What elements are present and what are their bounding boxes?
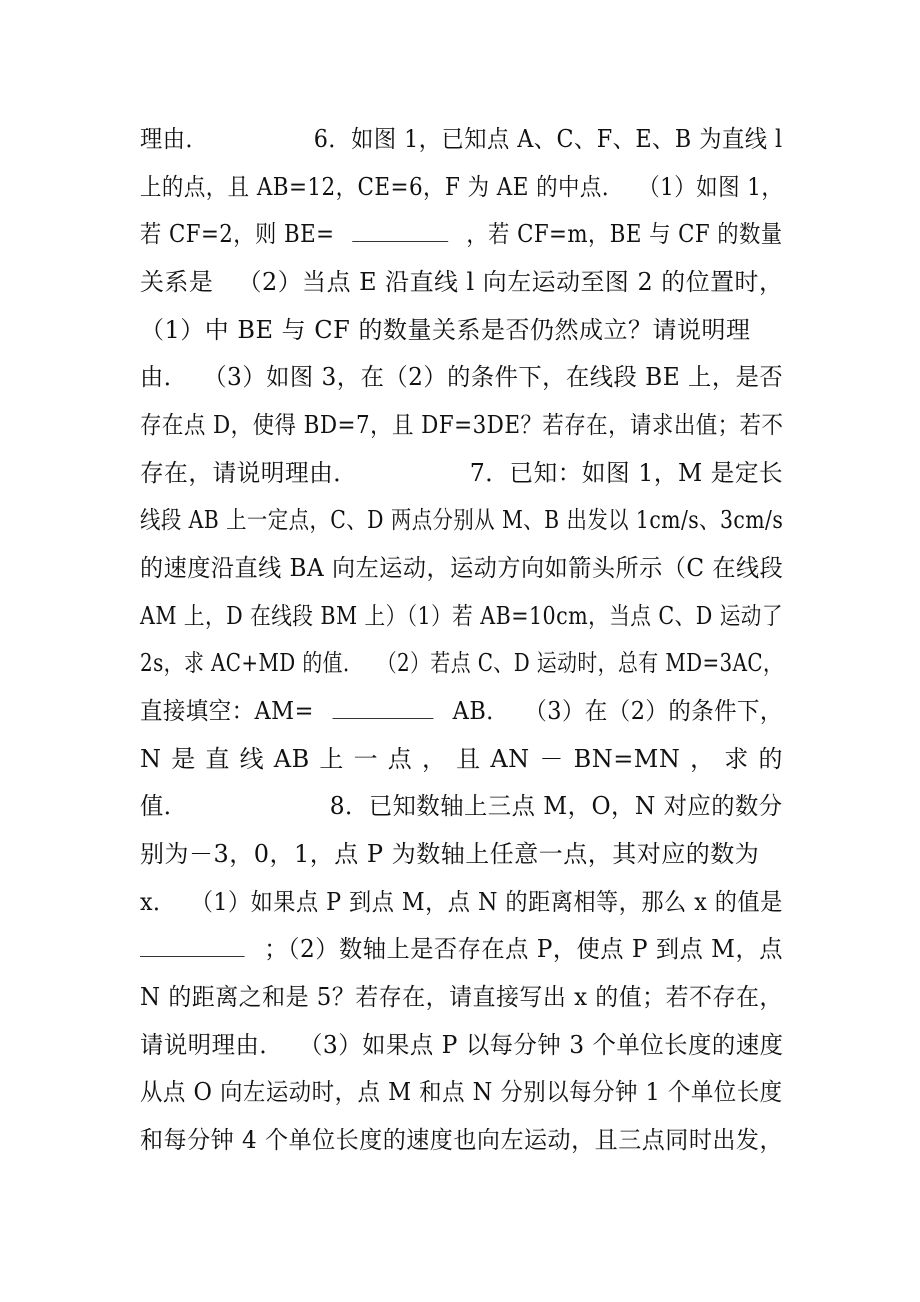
text-line-17: x． （1）如果点 P 到点 M，点 N 的距离相等，那么 x 的值是 (140, 888, 783, 916)
text-line-11: AM 上，D 在线段 BM 上）（1）若 AB=10cm，当点 C、D 运动了 (140, 602, 783, 630)
text-line-13: 直接填空：AM= AB． （3）在（2）的条件下， (140, 697, 783, 725)
answer-blank (333, 696, 434, 719)
text-line-19: N 的距离之和是 5？若存在，请直接写出 x 的值；若不存在， (140, 983, 783, 1011)
text-line-22: 和每分钟 4 个单位长度的速度也向左运动，且三点同时出发， (140, 1126, 784, 1154)
answer-blank (352, 219, 448, 242)
text-line-9: 线段 AB 上一定点，C、D 两点分别从 M、B 出发以 1cm/s、3cm/s (140, 506, 784, 534)
text-line-12: 2s，求 AC+MD 的值． （2）若点 C、D 运动时，总有 MD=3AC， (140, 649, 784, 677)
text-line-15: 值． 8．已知数轴上三点 M，O，N 对应的数分 (140, 792, 783, 820)
text-line-18: ；（2）数轴上是否存在点 P，使点 P 到点 M，点 (140, 934, 763, 964)
text-line-16: 别为－3，0，1，点 P 为数轴上任意一点，其对应的数为 (140, 840, 760, 868)
text-line-7: 存在点 D，使得 BD=7，且 DF=3DE？若存在，请求出值；若不 (140, 411, 784, 439)
text-line-3: 若 CF=2，则 BE= ，若 CF=m，BE 与 CF 的数量 (140, 220, 783, 248)
text-line-5: （1）中 BE 与 CF 的数量关系是否仍然成立？请说明理 (140, 316, 751, 344)
text-line-6: 由． （3）如图 3，在（2）的条件下，在线段 BE 上，是否 (140, 363, 784, 391)
text-line-8: 存在，请说明理由． 7．已知：如图 1，M 是定长 (140, 459, 784, 487)
answer-blank (140, 934, 245, 957)
text-line-1: 理由． 6．如图 1，已知点 A、C、F、E、B 为直线 l (140, 125, 783, 153)
text-line-20: 请说明理由． （3）如果点 P 以每分钟 3 个单位长度的速度 (140, 1031, 784, 1059)
text-line-2: 上的点，且 AB=12，CE=6，F 为 AE 的中点． （1）如图 1， (140, 173, 784, 201)
text-line-4: 关系是 （2）当点 E 沿直线 l 向左运动至图 2 的位置时， (140, 268, 784, 296)
text-line-14: N 是 直 线 AB 上 一 点 ， 且 AN － BN=MN ， 求 的 (140, 745, 783, 773)
text-line-21: 从点 O 向左运动时，点 M 和点 N 分别以每分钟 1 个单位长度 (140, 1078, 783, 1106)
text-line-10: 的速度沿直线 BA 向左运动，运动方向如箭头所示（C 在线段 (140, 554, 784, 582)
